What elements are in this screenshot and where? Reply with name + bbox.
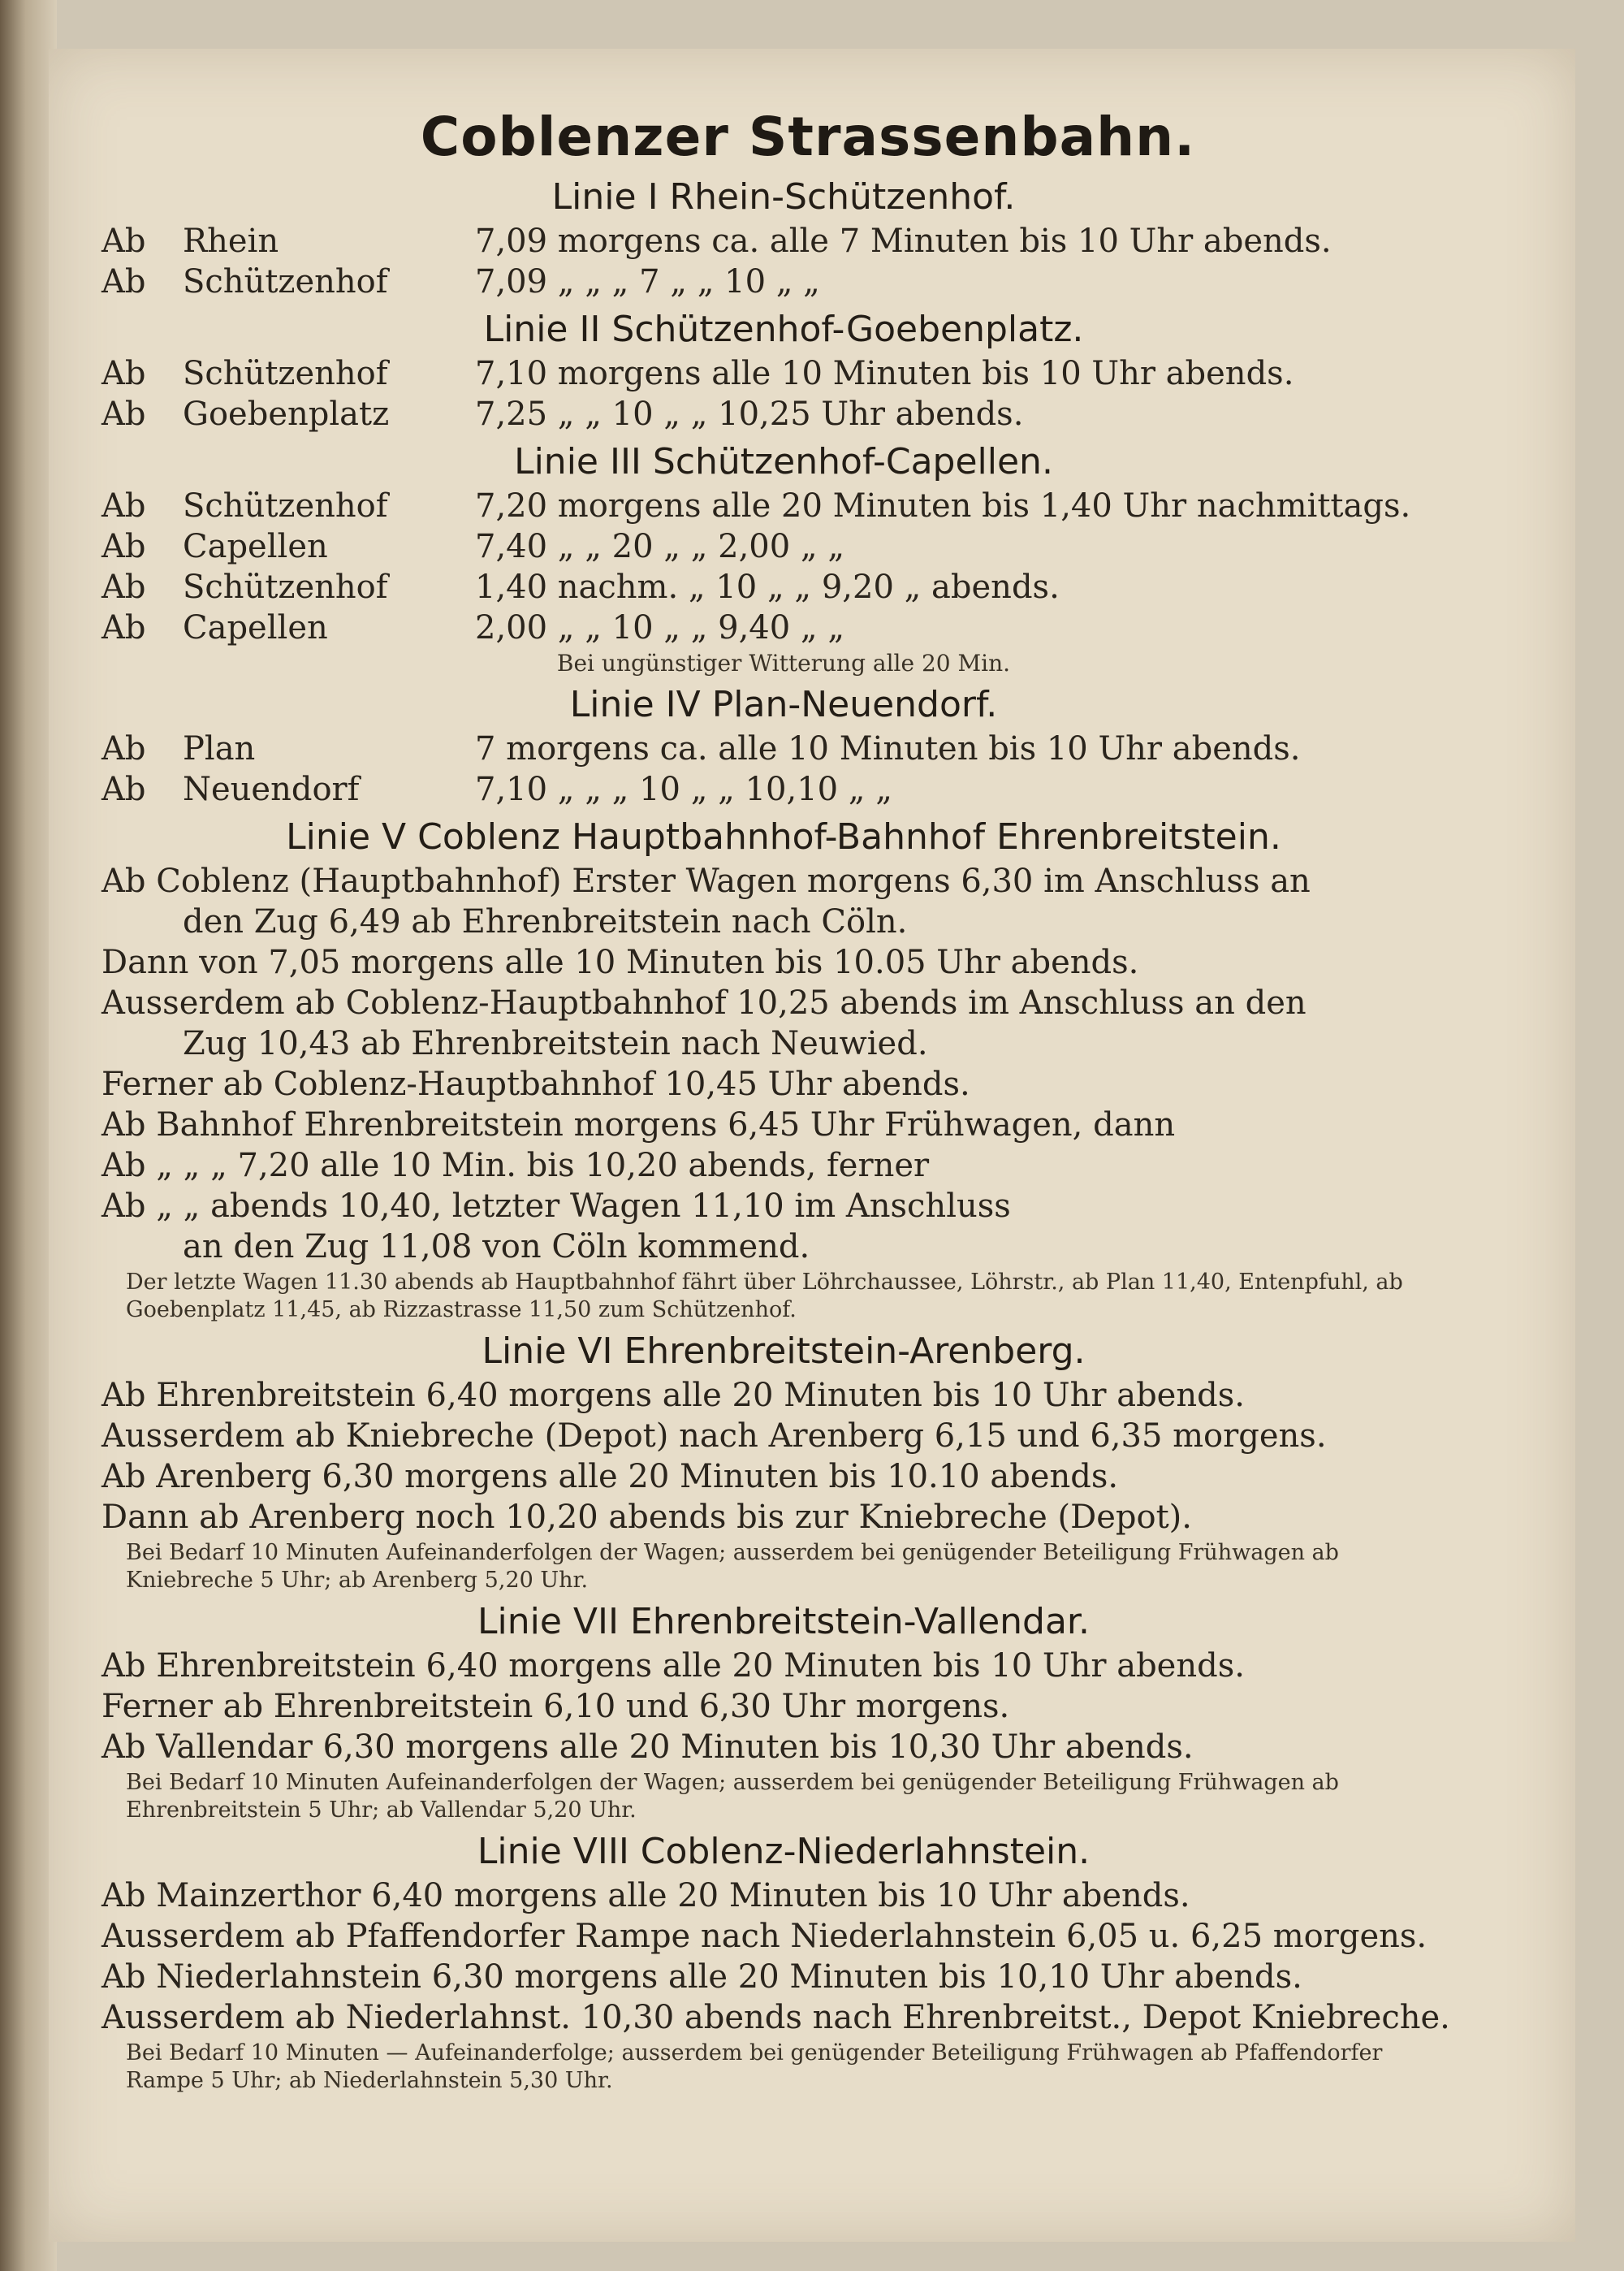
timetable-row (102, 729, 1466, 769)
row-stop: Rhein (183, 223, 279, 260)
row-stop: Neuendorf (183, 771, 360, 808)
schedule-line: Ausserdem ab Coblenz-Hauptbahnhof 10,25 abends im Anschluss an den (102, 984, 1307, 1022)
line-heading: Linie III Schützenhof-Capellen. (514, 441, 1053, 482)
schedule-line: Ab Coblenz (Hauptbahnhof) Erster Wagen morgens 6,30 im Anschluss an (102, 863, 1311, 900)
row-times: 7,25 „ „ 10 „ „ 10,25 Uhr abends. (475, 396, 1024, 433)
line-heading: Linie V Coblenz Hauptbahnhof-Bahnhof Ehrenbreitstein. (286, 816, 1281, 858)
timetable-row (102, 769, 1466, 810)
timetable-row (102, 567, 1466, 608)
row-times: 7,10 morgens alle 10 Minuten bis 10 Uhr abends. (475, 355, 1294, 392)
section-linie-8 (102, 1831, 1466, 2095)
schedule-line: Ausserdem ab Niederlahnst. 10,30 abends nach Ehrenbreitst., Depot Kniebreche. (102, 1999, 1450, 2036)
schedule-line: Ab Mainzerthor 6,40 morgens alle 20 Minuten bis 10 Uhr abends. (102, 1877, 1190, 1914)
section-linie-1 (102, 176, 1466, 302)
line-heading: Linie IV Plan-Neuendorf. (569, 684, 998, 725)
schedule-line: Ab „ „ „ 7,20 alle 10 Min. bis 10,20 abends, ferner (102, 1147, 930, 1184)
row-ab: Ab (102, 569, 146, 606)
section-note: Bei ungünstiger Witterung alle 20 Min. (556, 650, 1011, 677)
section-linie-6 (102, 1330, 1466, 1594)
row-ab: Ab (102, 609, 146, 647)
row-stop: Goebenplatz (183, 396, 390, 433)
schedule-line: Ab Ehrenbreitstein 6,40 morgens alle 20 Minuten bis 10 Uhr abends. (102, 1377, 1245, 1414)
schedule-line: Ab Vallendar 6,30 morgens alle 20 Minuten bis 10,30 Uhr abends. (102, 1728, 1194, 1766)
schedule-line: Dann von 7,05 morgens alle 10 Minuten bis 10.05 Uhr abends. (102, 944, 1139, 981)
row-stop: Schützenhof (183, 263, 388, 301)
schedule-line: Zug 10,43 ab Ehrenbreitstein nach Neuwied. (183, 1025, 928, 1062)
row-stop: Schützenhof (183, 355, 388, 392)
section-linie-7 (102, 1601, 1466, 1824)
schedule-line: Ab Ehrenbreitstein 6,40 morgens alle 20 Minuten bis 10 Uhr abends. (102, 1647, 1245, 1685)
section-linie-2 (102, 309, 1466, 435)
timetable-row (102, 221, 1466, 262)
section-note: Bei Bedarf 10 Minuten — Aufeinanderfolge; ausserdem bei genügender Beteiligung Frühwagen ab Pfaffendorfer Rampe 5 Uhr; ab Niederlahnstein 5,30 Uhr. (126, 2040, 1383, 2093)
row-ab: Ab (102, 263, 146, 301)
row-ab: Ab (102, 487, 146, 525)
schedule-line: Ferner ab Coblenz-Hauptbahnhof 10,45 Uhr abends. (102, 1066, 970, 1103)
schedule-line: Ab Bahnhof Ehrenbreitstein morgens 6,45 Uhr Frühwagen, dann (102, 1106, 1176, 1144)
row-times: 7,20 morgens alle 20 Minuten bis 1,40 Uhr nachmittags. (475, 487, 1411, 525)
row-times: 7,09 „ „ „ 7 „ „ 10 „ „ (475, 263, 820, 301)
row-ab: Ab (102, 771, 146, 808)
schedule-line: Ab „ „ abends 10,40, letzter Wagen 11,10 im Anschluss (102, 1187, 1011, 1225)
section-note: Bei Bedarf 10 Minuten Aufeinanderfolgen der Wagen; ausserdem bei genügender Beteiligung Frühwagen ab Ehrenbreitstein 5 Uhr; ab Vallendar 5,20 Uhr. (126, 1770, 1339, 1823)
schedule-line: an den Zug 11,08 von Cöln kommend. (183, 1228, 810, 1265)
section-linie-5 (102, 816, 1466, 1324)
timetable-row (102, 486, 1466, 526)
section-linie-4 (102, 684, 1466, 810)
line-heading: Linie VIII Coblenz-Niederlahnstein. (477, 1831, 1091, 1872)
line-heading: Linie VI Ehrenbreitstein-Arenberg. (482, 1330, 1086, 1372)
schedule-line: den Zug 6,49 ab Ehrenbreitstein nach Cöln. (183, 903, 908, 941)
schedule-line: Ausserdem ab Pfaffendorfer Rampe nach Niederlahnstein 6,05 u. 6,25 morgens. (102, 1918, 1427, 1955)
timetable-row (102, 394, 1466, 435)
section-note: Bei Bedarf 10 Minuten Aufeinanderfolgen der Wagen; ausserdem bei genügender Beteiligung Frühwagen ab Kniebreche 5 Uhr; ab Arenberg 5,20 Uhr. (126, 1540, 1339, 1593)
row-times: 1,40 nachm. „ 10 „ „ 9,20 „ abends. (475, 569, 1060, 606)
row-stop: Schützenhof (183, 569, 388, 606)
row-ab: Ab (102, 355, 146, 392)
row-times: 7,09 morgens ca. alle 7 Minuten bis 10 Uhr abends. (475, 223, 1332, 260)
row-times: 7,10 „ „ „ 10 „ „ 10,10 „ „ (475, 771, 892, 808)
row-ab: Ab (102, 396, 146, 433)
line-heading: Linie II Schützenhof-Goebenplatz. (483, 309, 1084, 350)
row-times: 2,00 „ „ 10 „ „ 9,40 „ „ (475, 609, 845, 647)
row-times: 7,40 „ „ 20 „ „ 2,00 „ „ (475, 528, 845, 565)
line-heading: Linie VII Ehrenbreitstein-Vallendar. (477, 1601, 1090, 1642)
row-ab: Ab (102, 730, 146, 768)
row-ab: Ab (102, 528, 146, 565)
schedule-line: Ab Niederlahnstein 6,30 morgens alle 20 Minuten bis 10,10 Uhr abends. (102, 1958, 1302, 1996)
timetable-row (102, 262, 1466, 302)
row-stop: Capellen (183, 609, 328, 647)
timetable-row (102, 353, 1466, 394)
row-stop: Plan (183, 730, 256, 768)
section-linie-3 (102, 441, 1466, 677)
schedule-line: Ferner ab Ehrenbreitstein 6,10 und 6,30 Uhr morgens. (102, 1688, 1010, 1725)
timetable-content (102, 106, 1466, 2101)
row-ab: Ab (102, 223, 146, 260)
section-note: Der letzte Wagen 11.30 abends ab Hauptbahnhof fährt über Löhrchaussee, Löhrstr., ab Plan 11,40, Entenpfuhl, ab Goebenplatz 11,45, ab Rizzastrasse 11,50 zum Schützenhof. (126, 1270, 1403, 1322)
schedule-line: Ab Arenberg 6,30 morgens alle 20 Minuten bis 10.10 abends. (102, 1458, 1119, 1495)
line-heading: Linie I Rhein-Schützenhof. (551, 176, 1016, 218)
schedule-line: Dann ab Arenberg noch 10,20 abends bis zur Kniebreche (Depot). (102, 1499, 1192, 1536)
timetable-row (102, 526, 1466, 567)
row-stop: Schützenhof (183, 487, 388, 525)
schedule-line: Ausserdem ab Kniebreche (Depot) nach Arenberg 6,15 und 6,35 morgens. (102, 1417, 1327, 1455)
timetable-row (102, 608, 1466, 648)
row-times: 7 morgens ca. alle 10 Minuten bis 10 Uhr abends. (475, 730, 1301, 768)
page-title: Coblenzer Strassenbahn. (420, 106, 1196, 168)
row-stop: Capellen (183, 528, 328, 565)
